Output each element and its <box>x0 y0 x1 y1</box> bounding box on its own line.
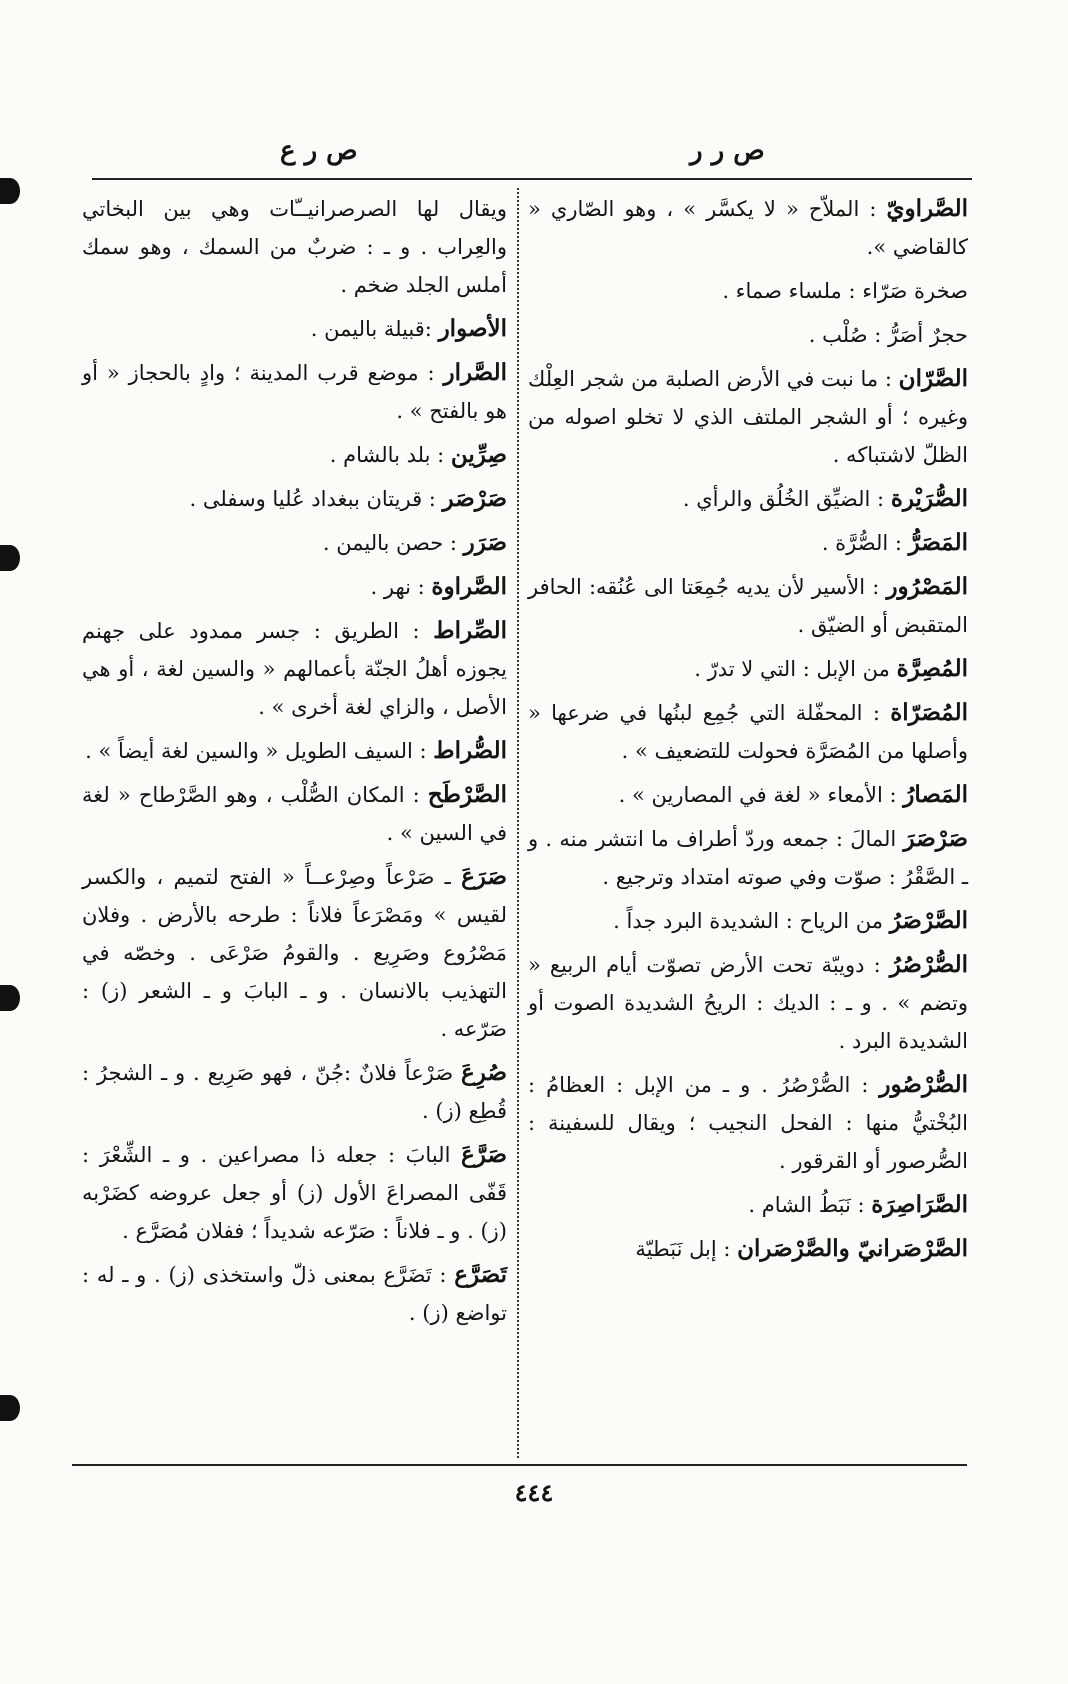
entry-definition: : الملاّح « لا يكسَّر » ، وهو الصّاري « كالقاضي ». <box>528 197 968 259</box>
dictionary-entry <box>528 820 968 896</box>
entry-headword: المُصَرّاة <box>890 699 968 726</box>
entry-definition: المالَ : جمعه وردّ أطراف ما انتشر منه . و ـ الصَّقْرُ : صوّت وفي صوته امتداد وترجيع . <box>528 827 968 889</box>
dictionary-entry <box>82 1136 507 1250</box>
dictionary-entry <box>82 732 507 770</box>
entry-definition: : قريتان ببغداد عُليا وسفلى . <box>189 487 436 511</box>
entry-headword: الصَّرّان <box>898 365 968 392</box>
column-divider <box>517 188 519 1458</box>
entry-headword: الصِّراط <box>433 617 507 644</box>
dictionary-entry <box>528 360 968 474</box>
entry-headword: المَصْرُور <box>886 573 968 600</box>
page-number: ٤٤٤ <box>514 1478 554 1507</box>
entry-definition: صَرْعاً فلانٌ :جُنّ ، فهو صَرِيع . و ـ الشجرُ : قُطِع (ز) . <box>82 1061 507 1123</box>
entry-headword: صَرْصَرَ <box>903 825 968 852</box>
dictionary-entry <box>82 310 507 348</box>
dictionary-entry <box>82 776 507 852</box>
entry-headword: الصَّرار <box>443 359 507 386</box>
dictionary-entry <box>528 190 968 266</box>
entry-definition: : تَضَرَّع بمعنى ذلّ واستخذى (ز) . و ـ له : تواضع (ز) . <box>82 1263 507 1325</box>
entry-definition: : الصُّرَّة . <box>821 531 902 555</box>
entry-headword: صَرْصَر <box>442 485 507 512</box>
entry-headword: صَرَّعَ <box>461 1141 507 1168</box>
dictionary-entry <box>528 480 968 518</box>
entry-headword: صَرَر <box>463 529 507 556</box>
entry-headword: الصَّراوة <box>431 573 507 600</box>
entry-headword: الصُّراط <box>433 737 507 764</box>
entry-headword: صِرِّين <box>450 441 507 468</box>
dictionary-entry <box>82 568 507 606</box>
entry-headword: الأصوار <box>438 315 507 342</box>
entry-definition: من الإبل : التي لا تدرّ . <box>694 657 890 681</box>
entry-definition: : نهر . <box>370 575 425 599</box>
dictionary-entry <box>528 902 968 940</box>
dictionary-entry <box>528 1186 968 1224</box>
margin-mark <box>0 545 20 571</box>
entry-definition: : الأمعاء « لغة في المصارين » . <box>618 783 897 807</box>
entry-headword: صَرَعَ <box>461 863 508 890</box>
dictionary-entry <box>82 1054 507 1130</box>
entry-definition: : موضع قرب المدينة ؛ وادٍ بالحجاز « أو هو بالفتح » . <box>82 361 507 423</box>
entry-definition: : دويبّة تحت الأرض تصوّت أيام الربيع « وتضم » . و ـ : الديك : الريحُ الشديدة الصوت أو الشديدة البرد . <box>528 953 968 1053</box>
entry-definition: ـ صَرْعاً وصِرْعــاً « الفتح لتميم ، والكسر لقيس » ومَصْرَعاً فلاناً : طرحه بالأرض . وفلان مَصْرُوع وصَرِيع . والقومُ صَرْعَى . وخصّه في التهذيب بالانسان . و ـ البابَ و ـ الشعر (ز) : صَرّعه . <box>82 865 507 1041</box>
left-column <box>82 190 507 1338</box>
margin-mark <box>0 178 20 204</box>
margin-mark <box>0 985 20 1011</box>
entry-definition: : السيف الطويل « والسين لغة أيضاً » . <box>85 739 427 763</box>
entry-headword: المَصارُ <box>903 781 968 808</box>
header-right-letters: ص ر ر <box>690 136 765 166</box>
dictionary-entry <box>82 190 507 304</box>
entry-headword: الصُّرْصُور <box>879 1071 968 1098</box>
entry-headword: الصَّرَاصِرَة <box>871 1191 968 1218</box>
entry-definition: :قبيلة باليمن . <box>310 317 432 341</box>
dictionary-entry <box>82 1256 507 1332</box>
entry-definition: : الطريق : جسر ممدود على جهنم يجوزه أهلُ الجنّة بأعمالهم « والسين لغة ، أو هي الأصل ، والزاي لغة أخرى » . <box>82 619 507 719</box>
dictionary-entry <box>528 1066 968 1180</box>
dictionary-entry <box>528 1230 968 1268</box>
entry-definition: : الضيِّق الخُلُق والرأي . <box>682 487 885 511</box>
dictionary-entry <box>528 568 968 644</box>
dictionary-entry <box>82 524 507 562</box>
margin-mark <box>0 1395 20 1421</box>
entry-definition: : بلد بالشام . <box>329 443 445 467</box>
bottom-rule <box>72 1464 967 1466</box>
header-left-letters: ص ر ع <box>280 136 358 166</box>
dictionary-entry <box>82 480 507 518</box>
entry-headword: المَصَرُّ <box>908 529 968 556</box>
entry-definition: : الصُّرْصُرُ . و ـ من الإبل : العظامُ : البُخْتيُّ منها : الفحل النجيب ؛ ويقال للسفينة : الصُّرصور أو القرقور . <box>528 1073 968 1173</box>
dictionary-entry <box>528 272 968 310</box>
entry-definition: من الرياح : الشديدة البرد جداً . <box>613 909 884 933</box>
entry-definition: : ما نبت في الأرض الصلبة من شجر العِلْك وغيره ؛ أو الشجر الملتف الذي لا تخلو اصوله من الظلّ لاشتباكه . <box>528 367 968 467</box>
entry-headword: تَصَرَّع <box>454 1261 508 1288</box>
entry-headword: الصَّرْصَرُ <box>889 907 968 934</box>
entry-definition: ويقال لها الصرصرانيــّات وهي بين البخاتي والعِراب . و ـ : ضربٌ من السمك ، وهو سمك أملس الجلد ضخم . <box>82 197 507 297</box>
entry-headword: المُصِرَّة <box>896 655 968 682</box>
dictionary-entry <box>528 946 968 1060</box>
dictionary-entry <box>528 776 968 814</box>
right-column <box>528 190 968 1274</box>
entry-headword: الصَّراويّ <box>886 195 968 222</box>
entry-headword: الصَّرْصَرانيّ والصَّرْصَران <box>737 1235 968 1262</box>
entry-definition: : المكان الصُّلْب ، وهو الصَّرْطاح « لغة في السين » . <box>82 783 507 845</box>
entry-definition: : الأسير لأن يديه جُمِعَتا الى عُنُقه: الحافر المتقبض أو الضيّق . <box>528 575 968 637</box>
entry-definition: البابَ : جعله ذا مصراعين . و ـ الشِّعْرَ : قَفّى المصراعَ الأول (ز) أو جعل عروضه كضَرْبه (ز) . و ـ فلاناً : صَرّعه شديداً ؛ ففلان مُصَرَّع . <box>82 1143 507 1243</box>
entry-definition: : المحفّلة التي جُمِع لبنُها في ضرعها « وأصلها من المُصَرَّة فحولت للتضعيف » . <box>528 701 968 763</box>
entry-definition: : حصن باليمن . <box>322 531 457 555</box>
entry-headword: الصُّرَيْرة <box>890 485 968 512</box>
entry-definition: : نَبَطُ الشام . <box>748 1193 865 1217</box>
dictionary-entry <box>82 612 507 726</box>
entry-definition: : إبل نَبَطيّة <box>635 1237 731 1261</box>
top-rule <box>92 178 972 180</box>
dictionary-entry <box>82 858 507 1048</box>
dictionary-entry <box>82 436 507 474</box>
dictionary-entry <box>528 316 968 354</box>
dictionary-entry <box>528 694 968 770</box>
dictionary-entry <box>528 524 968 562</box>
entry-headword: الصُّرْصُرُ <box>889 951 968 978</box>
entry-definition: صخرة صَرّاء : ملساء صماء . <box>722 279 968 303</box>
dictionary-entry <box>528 650 968 688</box>
dictionary-entry <box>82 354 507 430</box>
entry-definition: حجرٌ أصَرُّ : صُلْب . <box>808 323 968 347</box>
entry-headword: الصَّرْطَح <box>427 781 507 808</box>
entry-headword: صُرِعَ <box>461 1059 507 1086</box>
